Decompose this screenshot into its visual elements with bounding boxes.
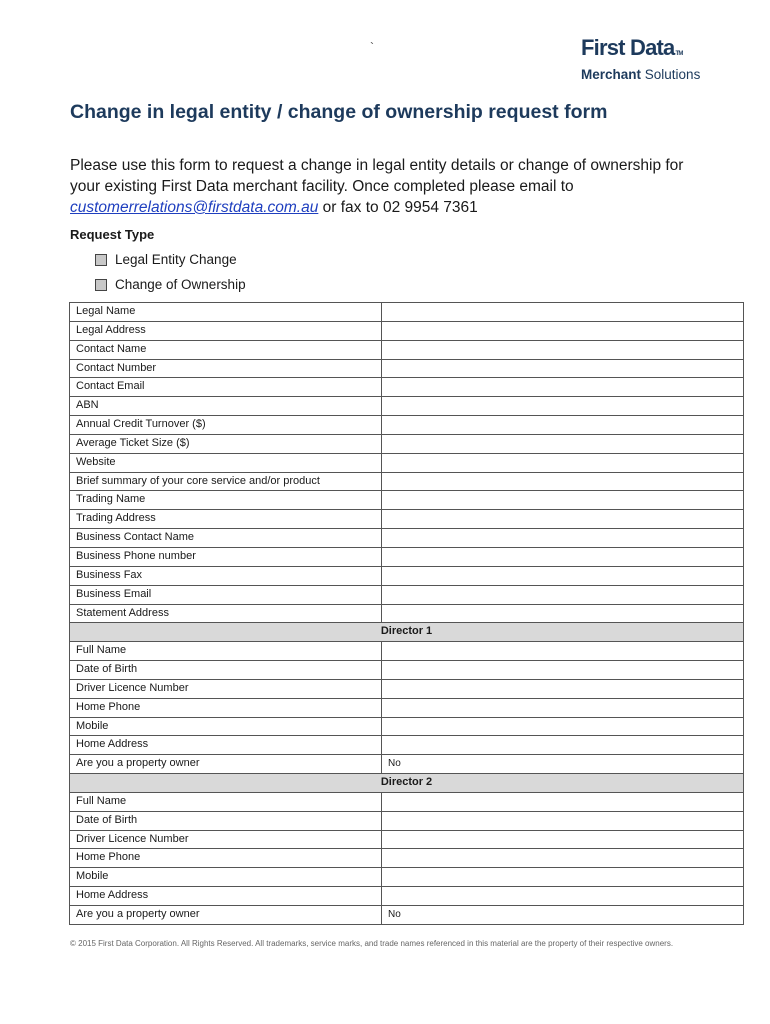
table-row [70, 830, 744, 849]
field-label: Are you a property owner [70, 755, 382, 774]
field-label: Legal Address [70, 321, 382, 340]
table-row [70, 510, 744, 529]
table-row [70, 868, 744, 887]
field-input-mobile[interactable] [382, 717, 744, 736]
field-label: Business Contact Name [70, 529, 382, 548]
field-label: Are you a property owner [70, 906, 382, 925]
field-input-are-you-a-property-owner[interactable]: No [382, 906, 744, 925]
field-label: Legal Name [70, 303, 382, 322]
field-input-date-of-birth[interactable] [382, 811, 744, 830]
field-input-website[interactable] [382, 453, 744, 472]
option-label: Change of Ownership [115, 277, 246, 292]
table-row [70, 661, 744, 680]
field-label: Business Fax [70, 566, 382, 585]
table-row [70, 811, 744, 830]
field-label: Annual Credit Turnover ($) [70, 416, 382, 435]
field-label: Date of Birth [70, 811, 382, 830]
field-input-mobile[interactable] [382, 868, 744, 887]
field-label: Date of Birth [70, 661, 382, 680]
field-label: Business Email [70, 585, 382, 604]
field-label: Contact Number [70, 359, 382, 378]
field-label: Home Phone [70, 849, 382, 868]
table-row [70, 698, 744, 717]
change-of-ownership-checkbox[interactable] [95, 279, 107, 291]
field-input-home-address[interactable] [382, 736, 744, 755]
section-heading: Director 1 [70, 623, 744, 642]
table-row [70, 434, 744, 453]
field-input-business-contact-name[interactable] [382, 529, 744, 548]
field-input-full-name[interactable] [382, 642, 744, 661]
table-row [70, 755, 744, 774]
field-input-full-name[interactable] [382, 792, 744, 811]
field-label: Brief summary of your core service and/or product [70, 472, 382, 491]
footer-copyright: © 2015 First Data Corporation. All Rights Reserved. All trademarks, service marks, and trade names referenced in this material are the property of their respective owners. [70, 939, 674, 948]
field-label: Trading Address [70, 510, 382, 529]
page-title: Change in legal entity / change of ownership request form [70, 101, 608, 123]
table-row [70, 566, 744, 585]
logo-tm: TM [675, 51, 683, 57]
field-label: Website [70, 453, 382, 472]
field-input-home-address[interactable] [382, 887, 744, 906]
field-label: Mobile [70, 717, 382, 736]
intro-text [70, 155, 710, 218]
field-input-driver-licence-number[interactable] [382, 830, 744, 849]
field-label: Driver Licence Number [70, 830, 382, 849]
field-label: Statement Address [70, 604, 382, 623]
field-label: Average Ticket Size ($) [70, 434, 382, 453]
field-input-home-phone[interactable] [382, 849, 744, 868]
details-table [69, 302, 744, 925]
table-row [70, 321, 744, 340]
table-row [70, 397, 744, 416]
field-label: Home Address [70, 887, 382, 906]
field-label: Mobile [70, 868, 382, 887]
table-row [70, 849, 744, 868]
first-data-logo [581, 36, 700, 83]
field-input-brief-summary-of-your-core-service-and-or-product[interactable] [382, 472, 744, 491]
field-input-annual-credit-turnover[interactable] [382, 416, 744, 435]
field-input-trading-address[interactable] [382, 510, 744, 529]
field-input-legal-address[interactable] [382, 321, 744, 340]
table-row [70, 491, 744, 510]
intro-after: or fax to 02 9954 7361 [318, 199, 478, 216]
email-link[interactable]: customerrelations@firstdata.com.au [70, 199, 319, 216]
field-input-driver-licence-number[interactable] [382, 679, 744, 698]
request-type-heading: Request Type [70, 227, 155, 242]
option-label: Legal Entity Change [115, 252, 237, 267]
field-input-business-fax[interactable] [382, 566, 744, 585]
logo-solutions: Solutions [644, 67, 701, 82]
option-legal-entity-change[interactable] [95, 252, 237, 267]
table-row [70, 303, 744, 322]
table-row [70, 604, 744, 623]
director-1-header [70, 623, 744, 642]
field-input-contact-email[interactable] [382, 378, 744, 397]
table-row [70, 416, 744, 435]
table-row [70, 340, 744, 359]
field-input-business-email[interactable] [382, 585, 744, 604]
field-label: Contact Name [70, 340, 382, 359]
table-row [70, 792, 744, 811]
field-input-are-you-a-property-owner[interactable]: No [382, 755, 744, 774]
field-label: Business Phone number [70, 547, 382, 566]
table-row [70, 736, 744, 755]
field-input-contact-number[interactable] [382, 359, 744, 378]
legal-entity-change-checkbox[interactable] [95, 254, 107, 266]
table-row [70, 906, 744, 925]
option-change-of-ownership[interactable] [95, 277, 246, 292]
field-input-date-of-birth[interactable] [382, 661, 744, 680]
field-input-statement-address[interactable] [382, 604, 744, 623]
logo-brand: First Data [581, 35, 675, 60]
table-row [70, 453, 744, 472]
field-input-legal-name[interactable] [382, 303, 744, 322]
table-row [70, 717, 744, 736]
intro-before: Please use this form to request a change in legal entity details or change of ownership for your existing First Data merchant facility. Once completed please email to [70, 157, 684, 195]
field-input-contact-name[interactable] [382, 340, 744, 359]
section-heading: Director 2 [70, 774, 744, 793]
field-label: Contact Email [70, 378, 382, 397]
table-row [70, 472, 744, 491]
field-label: ABN [70, 397, 382, 416]
field-label: Home Address [70, 736, 382, 755]
table-row [70, 642, 744, 661]
field-input-home-phone[interactable] [382, 698, 744, 717]
page-mark: ` [370, 40, 374, 54]
logo-merchant: Merchant [581, 67, 642, 82]
table-row [70, 359, 744, 378]
field-input-abn[interactable] [382, 397, 744, 416]
table-row [70, 529, 744, 548]
field-input-business-phone-number[interactable] [382, 547, 744, 566]
field-label: Full Name [70, 642, 382, 661]
table-row [70, 887, 744, 906]
field-label: Trading Name [70, 491, 382, 510]
table-row [70, 679, 744, 698]
table-row [70, 585, 744, 604]
field-label: Home Phone [70, 698, 382, 717]
director-2-header [70, 774, 744, 793]
field-label: Driver Licence Number [70, 679, 382, 698]
field-label: Full Name [70, 792, 382, 811]
field-input-average-ticket-size[interactable] [382, 434, 744, 453]
table-row [70, 378, 744, 397]
field-input-trading-name[interactable] [382, 491, 744, 510]
table-row [70, 547, 744, 566]
